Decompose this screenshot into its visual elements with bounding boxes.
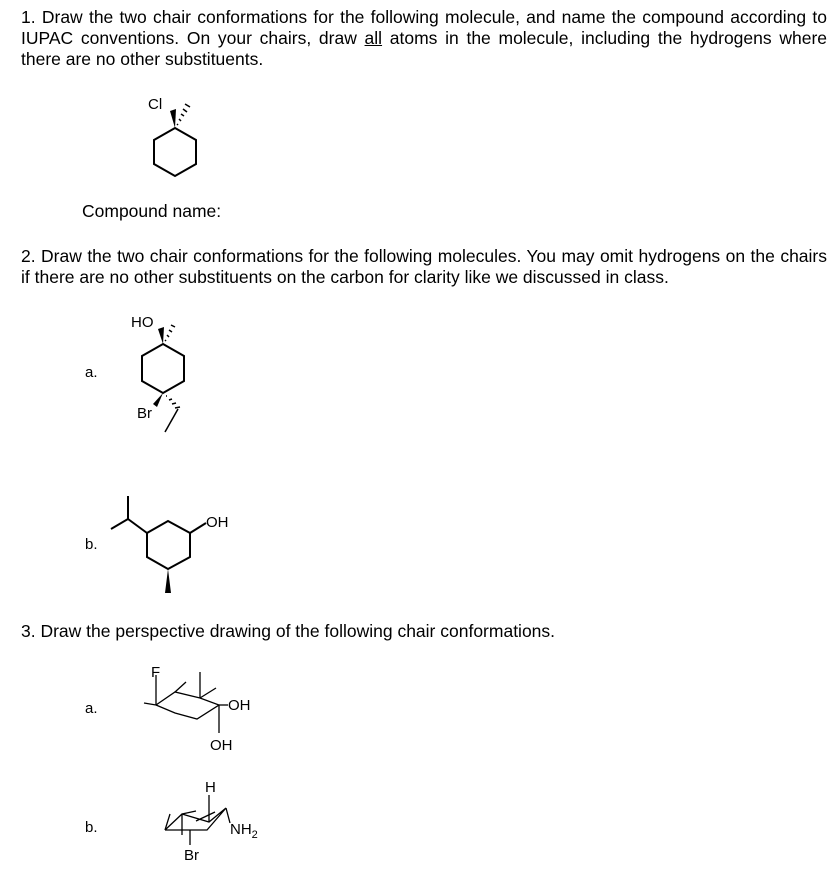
q3a-atom-f: F <box>151 664 161 681</box>
q3a-eq-top-left <box>175 682 186 692</box>
q2a-wedge-bottom <box>153 393 163 407</box>
q3a-label: a. <box>85 700 98 717</box>
compound-name-label: Compound name: <box>82 201 222 221</box>
q3b-atom-br: Br <box>184 847 199 864</box>
q2b-isopropyl-bond <box>128 519 147 533</box>
q3b-label: b. <box>85 819 98 836</box>
q3a-chair-ring <box>156 692 219 719</box>
q3b-eq-top <box>182 811 196 814</box>
underlined-word: all <box>364 28 383 48</box>
q1-molecule <box>148 96 196 176</box>
q2a-hash-bottom <box>166 396 180 408</box>
q2a-atom-ho: HO <box>131 314 154 331</box>
question-2-text: 2. Draw the two chair conformations for the following molecules. You may omit hydrogens on the chairs if there are no other substituents on the carbon for clarity like we discussed in class. <box>21 246 827 287</box>
q3a-atom-oh-right: OH <box>228 697 251 714</box>
q3a-eq-top-right <box>200 688 216 698</box>
q2a-methyl-bond <box>165 409 178 432</box>
q1-cyclohexane-ring <box>154 128 196 176</box>
q2b-molecule <box>111 496 229 593</box>
q2a-cyclohexane-ring <box>142 344 184 393</box>
q2b-oh-bond <box>190 523 206 533</box>
q3b-atom-nh2: $NH_2$ <box>230 821 258 841</box>
q3a-atom-oh-bottom: OH <box>210 737 233 754</box>
q1-wedge-bond <box>170 109 176 128</box>
q2b-isopropyl-branch-left <box>111 519 128 529</box>
q2b-wedge-methyl <box>165 569 171 593</box>
q2a-label: a. <box>85 364 98 381</box>
q2b-atom-oh: OH <box>206 514 229 531</box>
q3b-chair <box>165 795 230 845</box>
question-1-text: 1. Draw the two chair conformations for the following molecule, and name the compound according to IUPAC conventions. On your chairs, draw all atoms in the molecule, including the hydrogens where there are no other substituents. <box>21 7 827 69</box>
q3b-atom-h: H <box>205 779 216 796</box>
q2b-label: b. <box>85 536 98 553</box>
q2a-molecule <box>131 314 184 432</box>
q2a-hash-top <box>165 325 175 341</box>
q2a-atom-br: Br <box>137 405 152 422</box>
question-3-text: 3. Draw the perspective drawing of the following chair conformations. <box>21 621 556 641</box>
q2b-cyclohexane-ring <box>147 521 190 569</box>
q2a-wedge-top <box>158 327 164 344</box>
q1-atom-cl: Cl <box>148 96 163 113</box>
q3a-chair <box>144 672 228 733</box>
q3a-equatorial-left <box>144 703 156 705</box>
q1-hash-bond <box>177 104 190 125</box>
